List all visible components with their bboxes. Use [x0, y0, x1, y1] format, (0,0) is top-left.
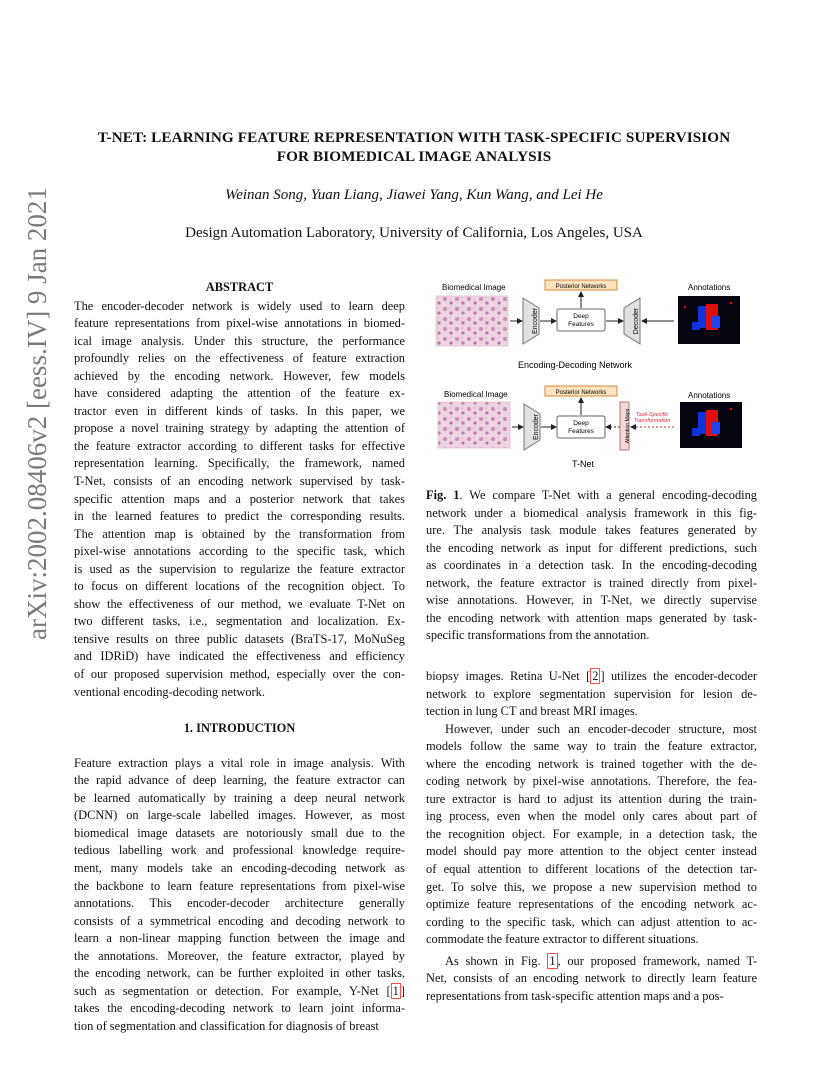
- intro-line: consists of a symmetrical encoding and decoding network to: [74, 913, 405, 928]
- top-output-label: Annotations: [688, 283, 731, 292]
- abstract-line: is used as the supervision to regularize the feature extractor: [74, 561, 405, 576]
- abstract-line: have considered adapting the attention of the feature ex-: [74, 386, 405, 401]
- abstract-line: in the learned features to predict the corresponding results.: [74, 509, 405, 524]
- right-column: [426, 668, 757, 1005]
- abstract-line: pixel-wise annotations according to the specific task, which: [74, 544, 405, 559]
- abstract-line: tractor even in different kinds of tasks. In this paper, we: [74, 403, 405, 418]
- right-line: ture extractor is hard to adjust its attention during the train-: [426, 791, 757, 806]
- abstract-line: profoundly relies on the effectiveness of feature extraction: [74, 351, 405, 366]
- abstract-body: [74, 298, 405, 702]
- arxiv-identifier: arXiv:2002.08406v2 [eess.IV] 9 Jan 2021: [22, 187, 52, 640]
- intro-line: tedious labelling work and professional knowledge require-: [74, 843, 405, 858]
- bottom-encoder-label: Encoder: [533, 413, 540, 441]
- attention-maps-label: Attention Maps: [625, 408, 631, 444]
- right-line: get. To solve this, we propose a new supervision method to: [426, 879, 757, 894]
- caption-line: network under a biomedical analysis framework in this fig-: [426, 505, 757, 520]
- figure-1: [430, 276, 770, 476]
- top-caption: Encoding-Decoding Network: [517, 360, 633, 370]
- abstract-line: the feature extractor according to different tasks for effective: [74, 438, 405, 453]
- right-line: optimize feature representations of the encoding network ac-: [426, 897, 757, 912]
- caption-label: Fig. 1: [426, 488, 460, 502]
- right-paragraph-2: [426, 721, 757, 949]
- intro-line: be learned automatically by training a deep neural network: [74, 790, 405, 805]
- transform-label-2: Transformation: [633, 418, 671, 424]
- abstract-line: specific attention maps and a posterior network that takes: [74, 491, 405, 506]
- abstract-line: of our proposed supervision method, especially over the con-: [74, 667, 405, 682]
- intro-line: such as segmentation or detection. For example, Y-Net [ 1 ]: [74, 983, 405, 998]
- bottom-biopsy-image: [438, 402, 510, 448]
- top-biopsy-image: [436, 296, 508, 346]
- intro-line: the backbone to learn feature representations from pixel-wise: [74, 878, 405, 893]
- caption-line: specific transformations from the annotation.: [426, 628, 650, 643]
- affiliation: Design Automation Laboratory, University of California, Los Angeles, USA: [185, 225, 643, 241]
- abstract-line: representation learning. Specifically, the framework, named: [74, 456, 405, 471]
- top-decoder-label: Decoder: [633, 307, 640, 335]
- left-column: [74, 279, 405, 1035]
- intro-line: the annotations. Moreover, the feature extractor, played by: [74, 948, 405, 963]
- right-line: cording to the specific task, which can adjust attention to ac-: [426, 914, 757, 929]
- right-line: model should pay more attention to the object center instead: [426, 844, 757, 859]
- intro-line: ment, many models take an encoding-decoding network as: [74, 860, 405, 875]
- bottom-posterior-label: Posterior Networks: [555, 390, 607, 396]
- right-line: tection in lung CT and breast MRI images.: [426, 704, 638, 719]
- right-line: ing process, even when the model only cares about part of: [426, 809, 757, 824]
- right-line: As shown in Fig. 1 , our proposed framework, named T-: [445, 953, 757, 968]
- figure-caption: [426, 487, 757, 645]
- intro-heading: 1. INTRODUCTION: [183, 721, 296, 736]
- caption-line: ure. The analysis task module takes features generated by: [426, 523, 757, 538]
- abstract-line: ical image analysis. Under this structure, the performance: [74, 333, 405, 348]
- caption-line: as coordinates in a detection task. In the encoding-decoding: [426, 558, 757, 573]
- abstract-line: and IDRiD) have indicated the effectiveness and efficiency: [74, 649, 405, 664]
- right-line: coding network by pixel-wise annotations. Therefore, the fea-: [426, 774, 757, 789]
- bottom-input-label: Biomedical Image: [444, 390, 508, 399]
- top-features-label: Deep: [573, 313, 589, 320]
- abstract-line: propose a novel training strategy by adapting the attention of: [74, 421, 405, 436]
- abstract-line: to focus on different locations of the recognition object. To: [74, 579, 405, 594]
- abstract-line: two different tasks, i.e., segmentation and localization. Ex-: [74, 614, 405, 629]
- intro-line: biomedical image datasets are notoriously small due to the: [74, 825, 405, 840]
- abstract-line: show the effectiveness of our method, we evaluate T-Net on: [74, 596, 405, 611]
- bottom-caption: T-Net: [571, 459, 595, 469]
- title-line-1: T-NET: LEARNING FEATURE REPRESENTATION WITH TASK-SPECIFIC SUPERVISION: [97, 129, 731, 146]
- intro-line: the encoding network, can be further exploited in other tasks,: [74, 966, 405, 981]
- abstract-line: ventional encoding-decoding network.: [74, 684, 265, 699]
- top-posterior-label: Posterior Networks: [555, 284, 607, 290]
- intro-line: Feature extraction plays a vital role in image analysis. With: [74, 755, 405, 770]
- caption-line: network, the feature extractor is trained directly from pixel-: [426, 575, 757, 590]
- right-line: representations from task-specific attention maps and a pos-: [426, 988, 724, 1003]
- bottom-output-label: Annotations: [688, 391, 731, 400]
- right-line: However, under such an encoder-decoder structure, most: [445, 721, 757, 736]
- intro-line: learn a non-linear mapping function between the image and: [74, 931, 405, 946]
- right-line: models follow the same way to train the feature extractor,: [426, 739, 757, 754]
- intro-body: [74, 755, 405, 1036]
- right-line: of equal attention to different locations of the detection tar-: [426, 862, 757, 877]
- abstract-line: feature representations from pixel-wise annotations in biomed-: [74, 316, 405, 331]
- top-input-label: Biomedical Image: [442, 283, 506, 292]
- right-line: biopsy images. Retina U-Net [ 2 ] utilizes the encoder-decoder: [426, 669, 757, 683]
- caption-line: Fig. 1. We compare T-Net with a general encoding-decoding: [426, 488, 757, 502]
- right-line: where the encoding network is trained together with the de-: [426, 756, 757, 771]
- caption-line: the encoding network with attention maps generated by task-: [426, 610, 757, 625]
- right-line: commodate the feature extractor to different situations.: [426, 932, 699, 947]
- transform-label-1: Task-Specific: [635, 412, 669, 418]
- abstract-line: The encoder-decoder network is widely used to learn deep: [74, 298, 405, 313]
- intro-line: annotations. This encoder-decoder architecture generally: [74, 896, 405, 911]
- intro-line: tion of segmentation and classification for diagnosis of breast: [74, 1018, 379, 1033]
- title-line-2: FOR BIOMEDICAL IMAGE ANALYSIS: [276, 148, 552, 165]
- right-line: the recognition object. For example, in a detection task, the: [426, 826, 757, 841]
- intro-line: the rapid advance of deep learning, the feature extractor can: [74, 773, 405, 788]
- intro-line: (DCNN) on large-scale labelled images. However, as most: [74, 808, 405, 823]
- caption-line: wise annotations. However, in T-Net, we directly supervise: [426, 593, 757, 608]
- abstract-line: The attention map is obtained by the transformation from: [74, 526, 405, 541]
- right-paragraph-3: [426, 953, 757, 1006]
- right-line: Net, consists of an encoding network to directly learn feature: [426, 971, 757, 986]
- right-line: network to explore segmentation supervision for lesion de-: [426, 686, 757, 701]
- figure-1-diagram: [430, 276, 770, 476]
- authors: Weinan Song, Yuan Liang, Jiawei Yang, Kun Wang, and Lei He: [225, 187, 603, 203]
- paper-title: [60, 128, 768, 166]
- top-encoder-label: Encoder: [532, 307, 539, 335]
- caption-line: the encoding network as input for different predictions, such: [426, 540, 757, 555]
- abstract-line: achieved by the encoding network. However, few models: [74, 368, 405, 383]
- right-paragraph-1: [426, 668, 757, 721]
- abstract-line: T-Net, consists of an encoding network supervised by task-: [74, 474, 405, 489]
- svg-text:Features: Features: [568, 321, 594, 328]
- abstract-heading: ABSTRACT: [205, 280, 274, 294]
- svg-text:Features: Features: [568, 428, 594, 435]
- abstract-line: tensive results on three public datasets (BraTS-17, MoNuSeg: [74, 631, 405, 646]
- svg-text:Deep: Deep: [573, 420, 589, 427]
- intro-line: takes the encoding-decoding network to learn joint informa-: [74, 1001, 405, 1016]
